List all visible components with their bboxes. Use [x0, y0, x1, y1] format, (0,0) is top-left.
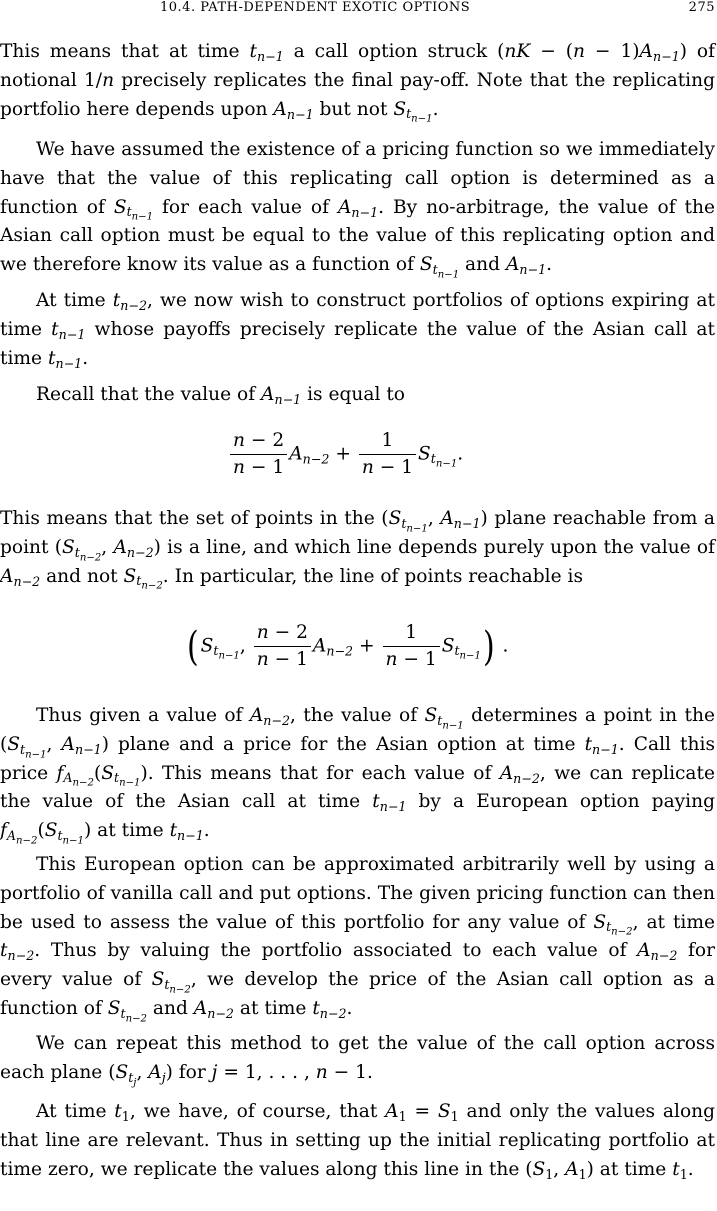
paragraph-8: We can repeat this method to get the value of the call option across each plane ($S_{t_j}$, $A_j$) for j = 1, . . . , n − 1. [0, 1033, 715, 1089]
paragraph-2: We have assumed the existence of a pricing function so we immediately have that the value of this replicating call option is determined as a function of $S_{t_{n-1}}$ for each value of $A_{n-1}$. By no-arbitrage, the value of the Asian call option must be equal to the value of this replicating option and we therefore know its value as a function of $S_{t_{n-1}}$ and $A_{n-1}$. [0, 139, 716, 281]
section-title: 10.4. PATH-DEPENDENT EXOTIC OPTIONS [160, 0, 471, 15]
paragraph-4: Recall that the value of $A_{n-1}$ is equal to [36, 384, 405, 407]
paragraph-6: Thus given a value of $A_{n-2}$, the value of $S_{t_{n-1}}$ determines a point in the ($S_{t_{n-1}}$, $A_{n-1}$) plane and a price for the Asian option at time $t_{n-1}$. Call this price $f_{A_{n-2}}(S_{t_{n-1}})$. This means that for each value of $A_{n-2}$, we can replicate the value of the Asian call at time $t_{n-1}$ by a European option paying $f_{A_{n-2}}(S_{t_{n-1}})$ at time $t_{n-1}$. [0, 705, 715, 847]
paragraph-5: This means that the set of points in the ($S_{t_{n-1}}$, $A_{n-1}$) plane reachable from a point ($S_{t_{n-2}}$, $A_{n-2}$) is a line, and which line depends purely upon the value of $A_{n-2}$ and not $S_{t_{n-2}}$. In particular, the line of points reachable is [0, 508, 716, 592]
paragraph-1: This means that at time $t_{n-1}$ a call option struck $(nK - (n - 1)A_{n-1})$ of notional 1/n precisely replicates the final pay-off. Note that the replicating portfolio here depends upon $A_{n-1}$ but not $S_{t_{n-1}}$. [0, 41, 716, 125]
display-equation-1: $\frac{n - 2}{n - 1}$ $A_{n-2}$ + $\frac{1}{n - 1}$ $S_{t_{n-1}}$. [228, 428, 463, 481]
paragraph-7: This European option can be approximated arbitrarily well by using a portfolio of vanilla call and put options. The given pricing function can then be used to assess the value of this portfolio for any value of $S_{t_{n-2}}$, at time $t_{n-2}$. Thus by valuing the portfolio associated to each value of $A_{n-2}$ for every value of $S_{t_{n-2}}$, we develop the price of the Asian call option as a function of $S_{t_{n-2}}$ and $A_{n-2}$ at time $t_{n-2}$. [0, 854, 716, 1025]
display-equation-2: ( $S_{t_{n-1}}$, $\frac{n - 2}{n - 1}$ $A_{n-2}$ + $\frac{1}{n - 1}$ $S_{t_{n-1}}$) . [185, 620, 508, 673]
page-number: 275 [688, 0, 715, 15]
paragraph-3: At time $t_{n-2}$, we now wish to construct portfolios of options expiring at time $t_{n-1}$ whose payoffs precisely replicate the value of the Asian call at time $t_{n-1}$. [0, 290, 715, 371]
paragraph-9: At time $t_1$, we have, of course, that $A_1 = S_1$ and only the values along that line are relevant. Thus in setting up the initial replicating portfolio at time zero, we replicate the values along this line in the ($S_1$, $A_1$) at time $t_1$. [0, 1101, 716, 1182]
running-head [0, 0, 717, 22]
